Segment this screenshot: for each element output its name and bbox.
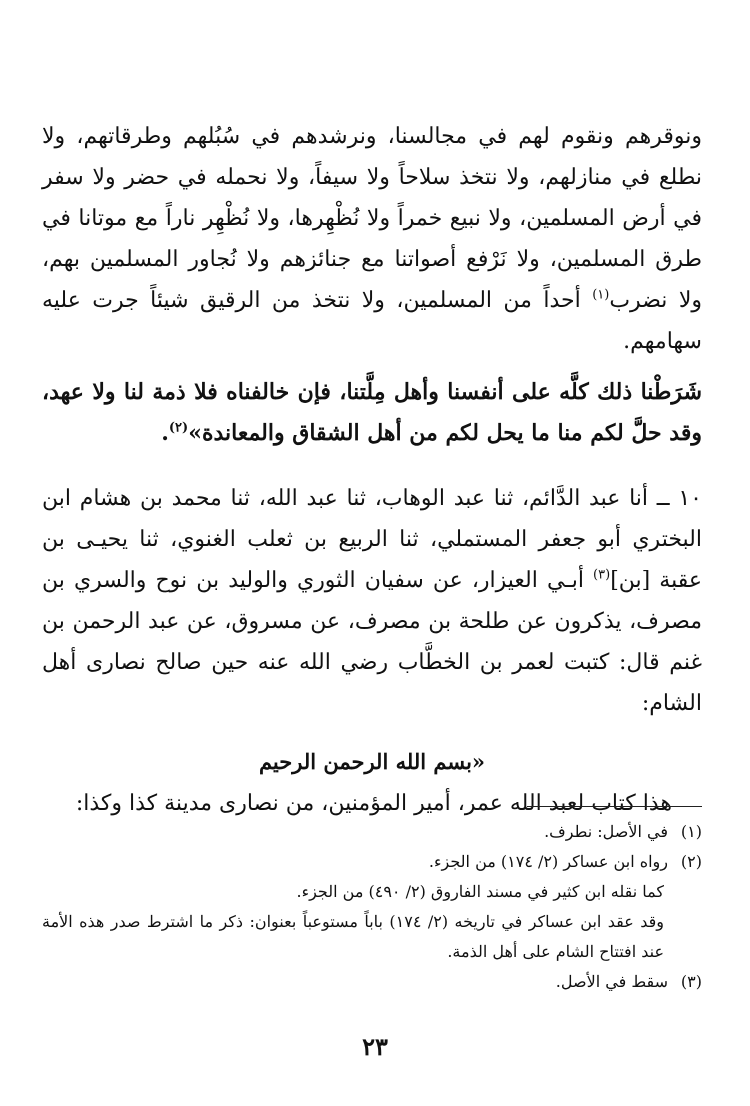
paragraph-2-text: شَرَطْنا ذلك كلَّه على أنفسنا وأهل مِلَّتنا، فإن خالفناه فلا ذمة لنا ولا عهد، وقد حلَّ لكم منا ما يحل لكم من أهل الشقاق والمعاندة»	[42, 379, 702, 446]
main-text	[42, 116, 702, 822]
footnote-ref-3: (٣)	[593, 567, 611, 583]
footnote-1	[42, 817, 702, 847]
paragraph-1-text: ونوقرهم ونقوم لهم في مجالسنا، ونرشدهم في سُبُلهم وطرقاتهم، ولا نطلع في منازلهم، ولا نتخذ سلاحاً ولا سيفاً، ولا نحمله في حضر ولا سفر في أرض المسلمين، ولا نبيع خمراً ولا نُظْهِرها، ولا نُظْهِر ناراً مع موتانا في طرق المسلمين، ولا نَرْفع أصواتنا مع جنائزهم ولا نُجاور المسلمين بهم، ولا نضرب	[42, 124, 702, 313]
paragraph-3-end: أبـي العيزار، عن سفيان الثوري والوليد بن نوح والسري بن مصرف، يذكرون عن طلحة بن مصرف، عن مسروق، عن عبد الرحمن بن غنم قال: كتبت لعمر بن الخطَّاب رضي الله عنه حين صالح نصارى أهل الشام:	[42, 568, 702, 716]
paragraph-3	[42, 478, 702, 724]
footnote-divider	[527, 806, 702, 807]
paragraph-2-end: .	[161, 420, 169, 446]
footnote-2-continuation-1	[42, 877, 702, 907]
footnote-2-number: (٢)	[680, 852, 702, 871]
paragraph-1	[42, 116, 702, 362]
footnotes	[42, 817, 702, 997]
footnote-3-text: سقط في الأصل.	[555, 972, 668, 991]
footnote-1-text: في الأصل: نطرف.	[544, 822, 668, 841]
footnote-3	[42, 967, 702, 997]
footnote-2-text: رواه ابن عساكر (٢/ ١٧٤) من الجزء.	[428, 852, 668, 871]
footnote-3-number: (٣)	[680, 972, 702, 991]
footnote-ref-2: (٢)	[168, 420, 189, 436]
footnote-2-continuation-2	[42, 907, 702, 967]
footnote-ref-1: (١)	[592, 287, 610, 303]
paragraph-3-text: ١٠ ــ أنا عبد الدَّائم، ثنا عبد الوهاب، ثنا عبد الله، ثنا محمد بن هشام ابن البختري أبو جعفر المستملي، ثنا الربيع بن ثعلب الغنوي، ثنا يحيـى بن عقبة [بن]	[42, 486, 702, 593]
footnote-1-number: (١)	[680, 822, 702, 841]
basmala-heading: «بسم الله الرحمن الرحيم	[258, 749, 486, 774]
letter-opening: هذا كتاب لعبد الله عمر، أمير المؤمنين، من نصارى مدينة كذا وكذا:	[75, 791, 672, 816]
paragraph-1-end: أحداً من المسلمين، ولا نتخذ من الرقيق شيئاً جرت عليه سهامهم.	[42, 288, 702, 354]
footnote-2-continuation-1-text: كما نقله ابن كثير في مسند الفاروق (٢/ ٤٩٠) من الجزء.	[296, 882, 664, 901]
page-number: ٢٣	[362, 1032, 388, 1061]
paragraph-2	[42, 372, 702, 454]
footnote-2-continuation-2-text: وقد عقد ابن عساكر في تاريخه (٢/ ١٧٤) باباً مستوعباً بعنوان: ذكر ما اشترط صدر هذه الأمة عند افتتاح الشام على أهل الذمة.	[42, 912, 665, 961]
footnote-2	[42, 847, 702, 877]
